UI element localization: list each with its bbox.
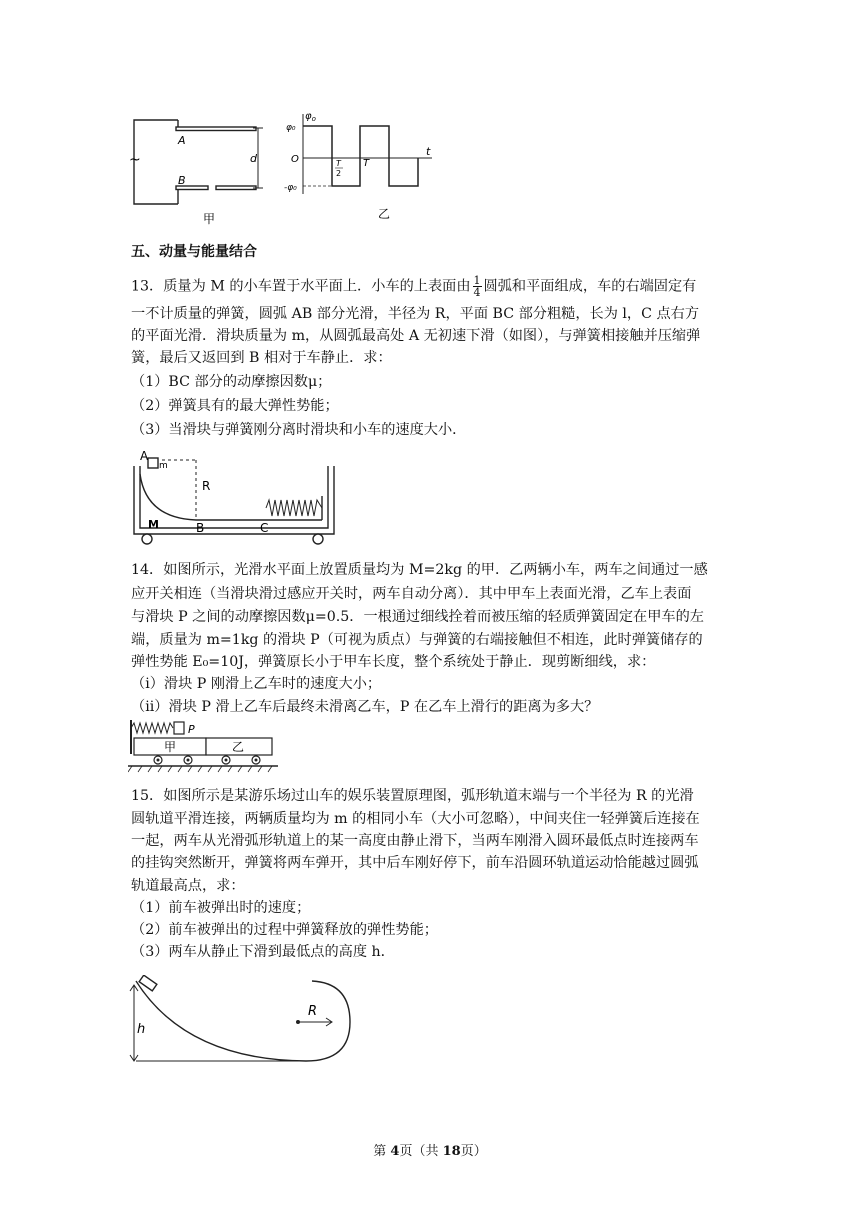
current-page: 4 xyxy=(390,1144,400,1159)
section-heading: 五、动量与能量结合 xyxy=(131,244,257,260)
radius-label: R xyxy=(202,479,211,493)
q13-sub-1: （1）BC 部分的动摩擦因数μ； xyxy=(131,374,332,390)
circuit-diagram xyxy=(134,120,263,204)
half-period-numerator: T xyxy=(336,159,341,168)
q15-sub-3: （3）两车从静止下滑到最低点的高度 h． xyxy=(131,944,395,960)
figure-roller-coaster xyxy=(126,975,366,1070)
q13-line-4: 簧，最后又返回到 B 相对于车静止．求： xyxy=(131,350,392,366)
q13-sub-3: （3）当滑块与弹簧刚分离时滑块和小车的速度大小． xyxy=(131,422,467,438)
left-figure-caption: 甲 xyxy=(203,212,216,226)
loop-radius-label: R xyxy=(308,1004,318,1019)
q14-sub-2: （ii）滑块 P 滑上乙车后最终未滑离乙车，P 在乙车上滑行的距离为多大？ xyxy=(131,699,599,715)
q13-line-3: 的平面光滑．滑块质量为 m，从圆弧最高处 A 无初速下滑（如图），与弹簧相接触并压缩弹 xyxy=(131,328,701,344)
negative-level-label: -φ₀ xyxy=(284,183,297,193)
waveform-plot xyxy=(303,114,432,194)
q14-line-2: 应开关相连（当滑块滑过感应开关时，两车自动分离）．其中甲车上表面光滑，乙车上表面 xyxy=(131,586,692,602)
q14-line-5: 弹性势能 E₀=10J，弹簧原长小于甲车长度，整个系统处于静止．现剪断细线，求： xyxy=(131,654,656,670)
axis-y-label: $\varphi_o$ xyxy=(305,111,316,123)
q13-sub-2: （2）弹簧具有的最大弹性势能； xyxy=(131,398,339,414)
figure-cart-with-arc xyxy=(126,448,341,548)
gap-label: d xyxy=(250,152,257,165)
q15-line-2: 圆轨道平滑连接，两辆质量均为 m 的相同小车（大小可忽略），中间夹住一轻弹簧后连接在 xyxy=(131,811,700,827)
height-h-label: h xyxy=(137,1022,146,1037)
page-footer: 第 4页（共 18页） xyxy=(373,1144,487,1159)
point-b-label: B xyxy=(196,521,205,535)
q13-line-1 xyxy=(131,275,696,298)
q14-line-4: 端，质量为 m=1kg 的滑块 P（可视为质点）与弹簧的右端接触但不相连，此时弹簧储存的 xyxy=(131,632,703,648)
period-label: T xyxy=(363,158,370,169)
positive-level-label: φ₀ xyxy=(286,123,296,133)
total-pages: 18 xyxy=(442,1144,461,1159)
cart-jia-label: 甲 xyxy=(164,740,177,754)
q14-line-1: 14．如图所示，光滑水平面上放置质量均为 M=2kg 的甲．乙两辆小车，两车之间通过一感 xyxy=(131,562,708,578)
origin-label: O xyxy=(291,154,299,165)
q15-line-1: 15．如图所示是某游乐场过山车的娱乐装置原理图，弧形轨道末端与一个半径为 R 的光滑 xyxy=(131,788,694,804)
cart-mass-label: M xyxy=(148,518,159,531)
q14-line-3: 与滑块 P 之间的动摩擦因数μ=0.5．一根通过细线拴着而被压缩的轻质弹簧固定在甲车的左 xyxy=(131,609,704,625)
q13-line-2: 一不计质量的弹簧，圆弧 AB 部分光滑，半径为 R，平面 BC 部分粗糙，长为 l，C 点右方 xyxy=(131,306,700,322)
figure-circuit-and-wave xyxy=(120,108,460,226)
q13-text-b: 圆弧和平面组成，车的右端固定有 xyxy=(483,278,697,295)
q15-line-4: 的挂钩突然断开，弹簧将两车弹开，其中后车刚好停下，前车沿圆环轨道运动恰能越过圆弧 xyxy=(131,855,699,871)
quarter-fraction: $\frac{1}{4}$ xyxy=(473,274,481,299)
plate-a-label: A xyxy=(178,134,186,147)
q15-line-3: 一起，两车从光滑弧形轨道上的某一高度由静止滑下，当两车刚滑入圆环最低点时连接两车 xyxy=(131,833,699,849)
q13-text-a: 13．质量为 M 的小车置于水平面上．小车的上表面由 xyxy=(131,278,471,295)
axis-x-label: t xyxy=(426,145,431,158)
cart-yi-label: 乙 xyxy=(232,740,245,754)
plate-b-label: B xyxy=(178,174,186,187)
slider-p-label: P xyxy=(188,723,195,736)
point-c-label: C xyxy=(260,521,269,535)
q15-sub-1: （1）前车被弹出时的速度； xyxy=(131,900,311,916)
q15-line-5: 轨道最高点，求： xyxy=(131,878,245,894)
source-symbol: ~ xyxy=(129,152,141,168)
q15-sub-2: （2）前车被弹出的过程中弹簧释放的弹性势能； xyxy=(131,922,438,938)
right-figure-caption: 乙 xyxy=(378,207,391,221)
slider-m-label: m xyxy=(159,461,168,471)
half-period-denominator: 2 xyxy=(336,169,342,178)
point-a-label: A xyxy=(140,449,149,463)
figure-two-carts xyxy=(128,718,288,778)
q14-sub-1: （i）滑块 P 刚滑上乙车时的速度大小； xyxy=(131,676,382,692)
